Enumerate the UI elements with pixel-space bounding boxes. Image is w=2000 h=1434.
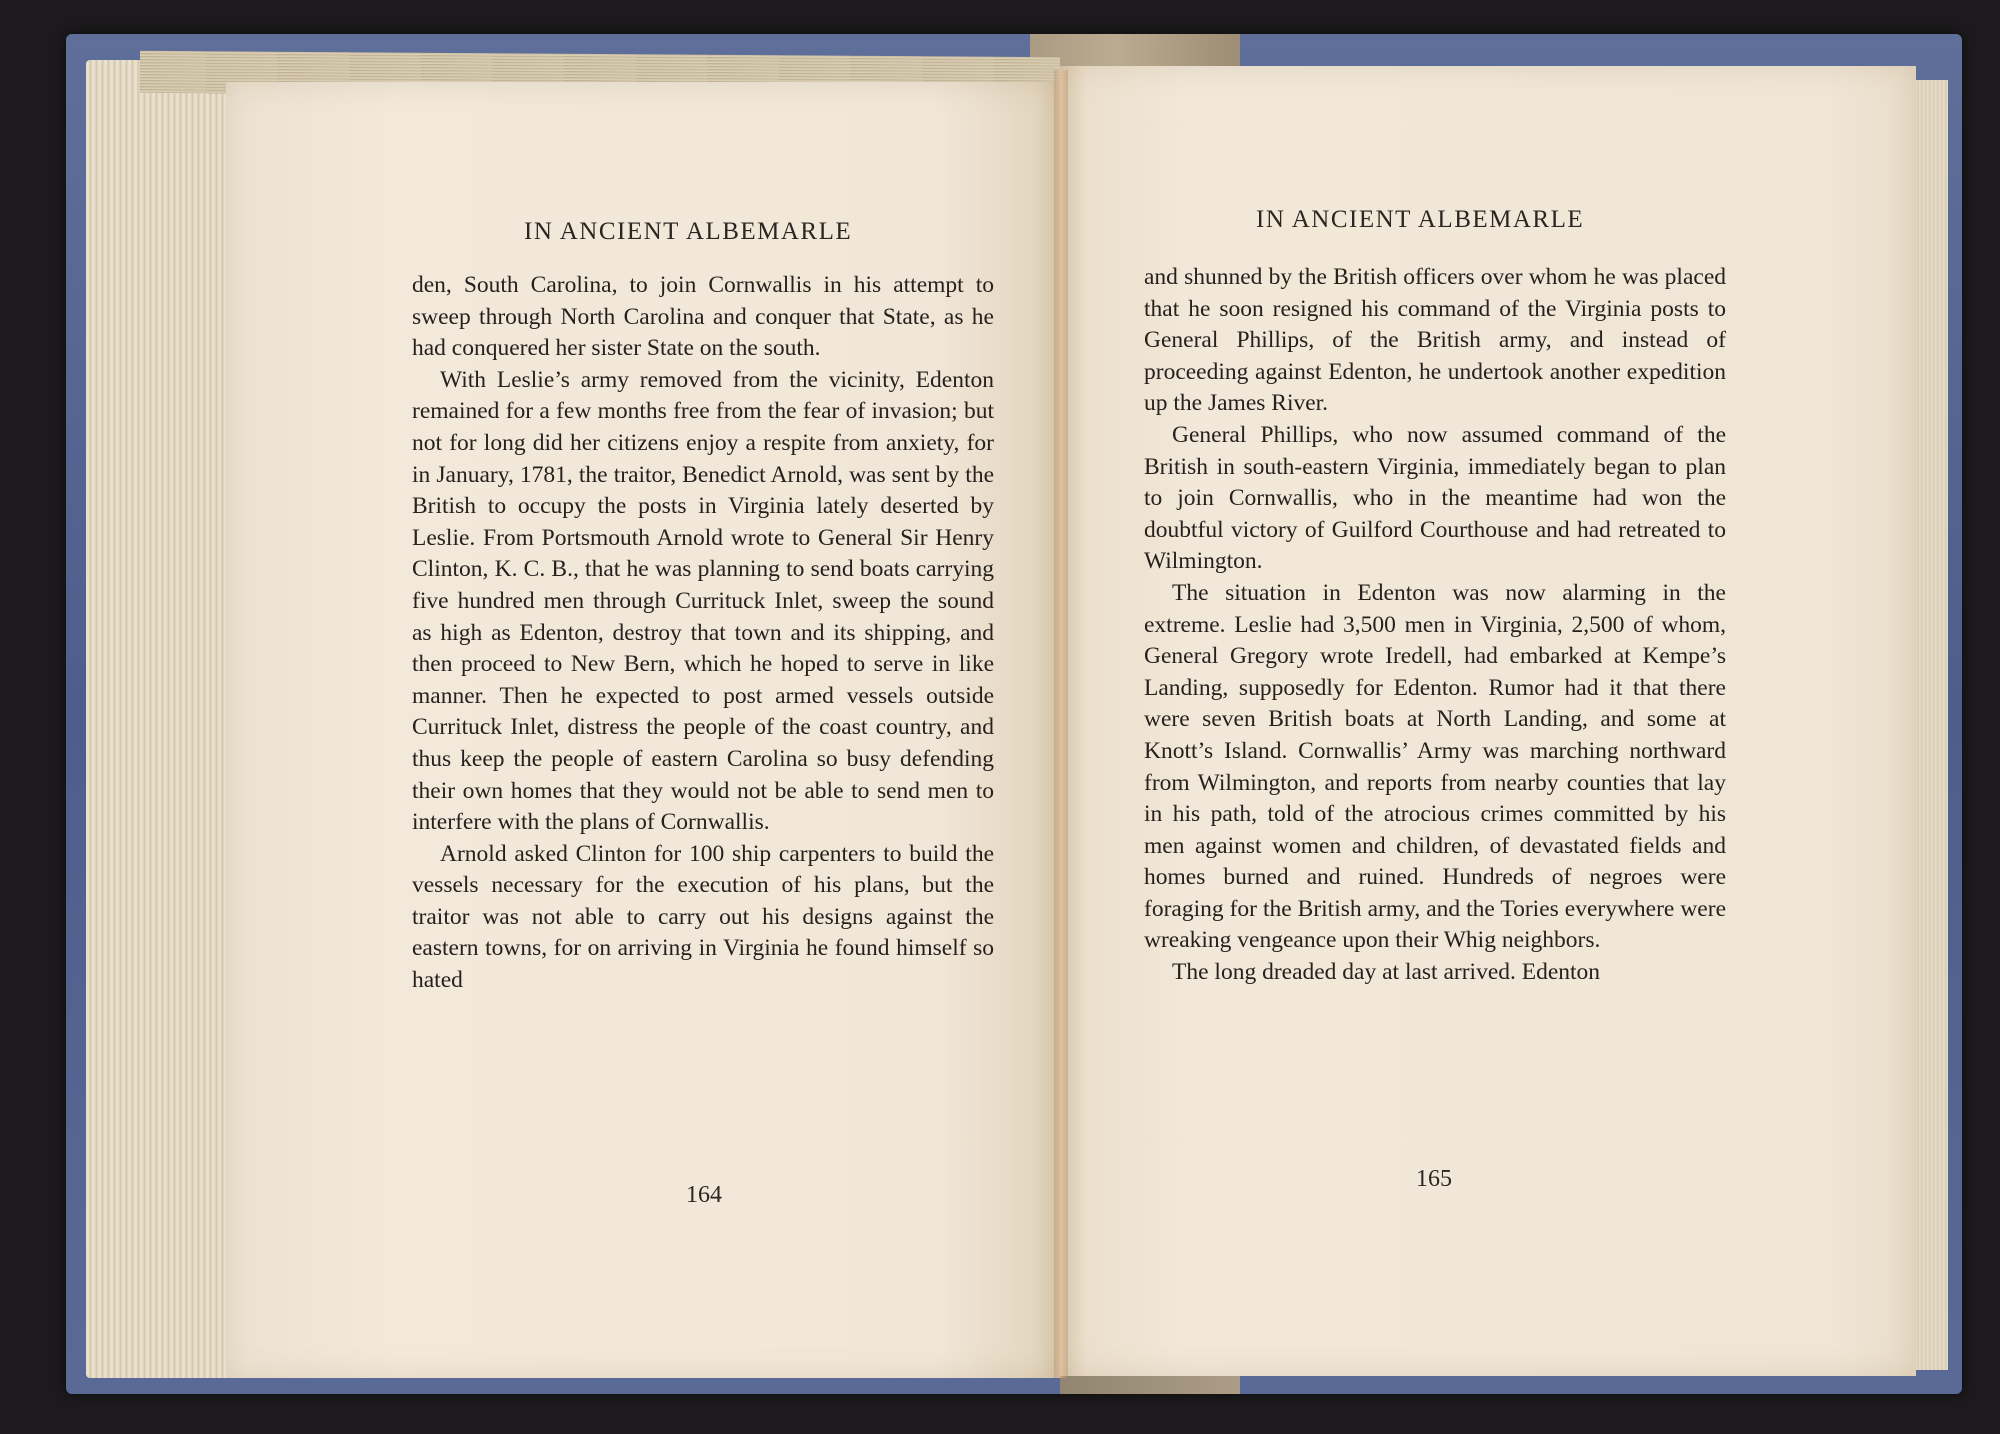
book-gutter bbox=[1054, 70, 1068, 1378]
left-page bbox=[226, 82, 1060, 1378]
page-edges-left bbox=[86, 60, 236, 1378]
right-paragraph-3: The situation in Edenton was now alarming in the extreme. Leslie had 3,500 men in Virginia, 2,500 of whom, General Gregory wrote Iredell, had embarked at Kempe’s Landing, supposedly for Edenton. Rumor had it that there were seven British boats at North Landing, and some at Knott’s Island. Cornwallis’ Army was marching northward from Wilmington, and reports from nearby counties that lay in his path, told of the atrocious crimes committed by his men against women and children, of devastated fields and homes burned and ruined. Hundreds of negroes were foraging for the British army, and the Tories everywhere were wreaking vengeance upon their Whig neighbors. bbox=[1144, 579, 1726, 954]
left-running-head: IN ANCIENT ALBEMARLE bbox=[524, 218, 853, 245]
right-paragraph-2: General Phillips, who now assumed command of the British in south-eastern Virginia, immediately began to plan to join Cornwallis, who in the meantime had won the doubtful victory of Guilford Courthouse and had retreated to Wilmington. bbox=[1144, 421, 1726, 575]
left-paragraph-1: den, South Carolina, to join Cornwallis in his attempt to sweep through North Carolina and conquer that State, as he had conquered her sister State on the south. bbox=[412, 272, 994, 362]
right-page-number: 165 bbox=[1416, 1166, 1452, 1192]
right-running-head: IN ANCIENT ALBEMARLE bbox=[1256, 206, 1585, 233]
right-paragraph-1: and shunned by the British officers over whom he was placed that he soon resigned his command of the Virginia posts to General Phillips, of the British army, and instead of proceeding against Edenton, he undertook another expedition up the James River. bbox=[1144, 264, 1726, 417]
left-paragraph-3: Arnold asked Clinton for 100 ship carpenters to build the vessels necessary for the execution of his plans, but the traitor was not able to carry out his designs against the eastern towns, for on arriving in Virginia he found himself so hated bbox=[412, 840, 994, 994]
left-page-number: 164 bbox=[686, 1182, 722, 1208]
left-page-text bbox=[412, 270, 994, 997]
right-page bbox=[1060, 66, 1916, 1376]
right-paragraph-4: The long dreaded day at last arrived. Edenton bbox=[1172, 959, 1601, 986]
left-paragraph-2: With Leslie’s army removed from the vicinity, Edenton remained for a few months free from the fear of invasion; but not for long did her citizens enjoy a respite from anxiety, for in January, 1781, the traitor, Benedict Arnold, was sent by the British to occupy the posts in Virginia lately deserted by Leslie. From Portsmouth Arnold wrote to General Sir Henry Clinton, K. C. B., that he was planning to send boats carrying five hundred men through Currituck Inlet, sweep the sound as high as Edenton, destroy that town and its shipping, and then proceed to New Bern, which he hoped to serve in like manner. Then he expected to post armed vessels outside Currituck Inlet, distress the people of the coast country, and thus keep the people of eastern Carolina so busy defending their own homes that they would not be able to send men to interfere with the plans of Cornwallis. bbox=[412, 366, 994, 836]
right-page-text bbox=[1144, 262, 1726, 989]
